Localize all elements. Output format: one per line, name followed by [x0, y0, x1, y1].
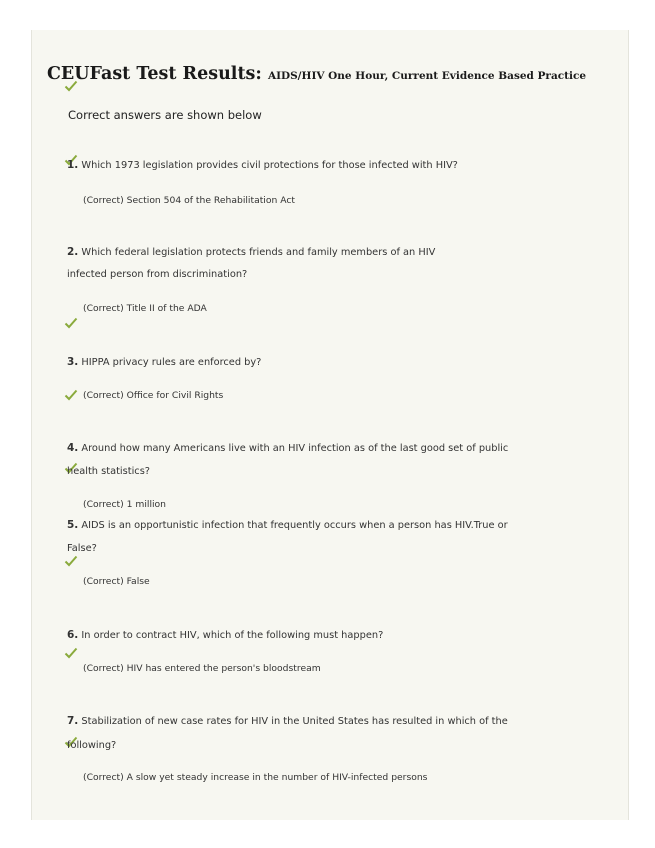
page-title	[47, 64, 586, 84]
question-number: 5.	[67, 519, 79, 531]
question-2-continued: infected person from discrimination?	[67, 269, 248, 280]
question-number: 3.	[67, 356, 79, 368]
check-icon	[64, 647, 78, 659]
question-7-continued: following?	[67, 740, 117, 751]
question-3	[67, 356, 261, 368]
answer-3: (Correct) Office for Civil Rights	[83, 390, 224, 401]
question-text: Which federal legislation protects friends and family members of an HIV	[81, 247, 436, 258]
check-icon	[64, 555, 78, 567]
question-1	[67, 159, 458, 171]
question-6	[67, 629, 383, 641]
check-icon	[64, 80, 78, 92]
question-4-continued: health statistics?	[67, 466, 150, 477]
answer-1: (Correct) Section 504 of the Rehabilitation Act	[83, 195, 296, 206]
check-icon	[64, 317, 78, 329]
question-number: 2.	[67, 246, 79, 258]
question-5-continued: False?	[67, 543, 97, 554]
title-main: CEUFast Test Results:	[47, 64, 268, 84]
question-text: Around how many Americans live with an HIV infection as of the last good set of public	[81, 443, 509, 454]
page-sheet	[31, 30, 629, 820]
answer-5: (Correct) False	[83, 576, 150, 587]
question-number: 6.	[67, 629, 79, 641]
question-number: 1.	[67, 159, 79, 171]
question-number: 4.	[67, 442, 79, 454]
results-subtitle: Correct answers are shown below	[68, 108, 262, 122]
question-2	[67, 246, 435, 258]
answer-2: (Correct) Title II of the ADA	[83, 303, 207, 314]
question-5	[67, 519, 508, 531]
check-icon	[64, 389, 78, 401]
question-text: In order to contract HIV, which of the following must happen?	[81, 630, 384, 641]
question-4	[67, 442, 508, 454]
question-text: AIDS is an opportunistic infection that frequently occurs when a person has HIV.True or	[81, 520, 508, 531]
answer-6: (Correct) HIV has entered the person's bloodstream	[83, 663, 321, 674]
answer-4: (Correct) 1 million	[83, 499, 166, 510]
question-number: 7.	[67, 715, 79, 727]
title-course: AIDS/HIV One Hour, Current Evidence Based Practice	[267, 70, 587, 82]
question-7	[67, 715, 508, 727]
question-text: HIPPA privacy rules are enforced by?	[81, 357, 262, 368]
question-text: Stabilization of new case rates for HIV in the United States has resulted in which of the	[81, 716, 508, 727]
question-text: Which 1973 legislation provides civil protections for those infected with HIV?	[81, 160, 458, 171]
answer-7: (Correct) A slow yet steady increase in the number of HIV-infected persons	[83, 772, 428, 783]
